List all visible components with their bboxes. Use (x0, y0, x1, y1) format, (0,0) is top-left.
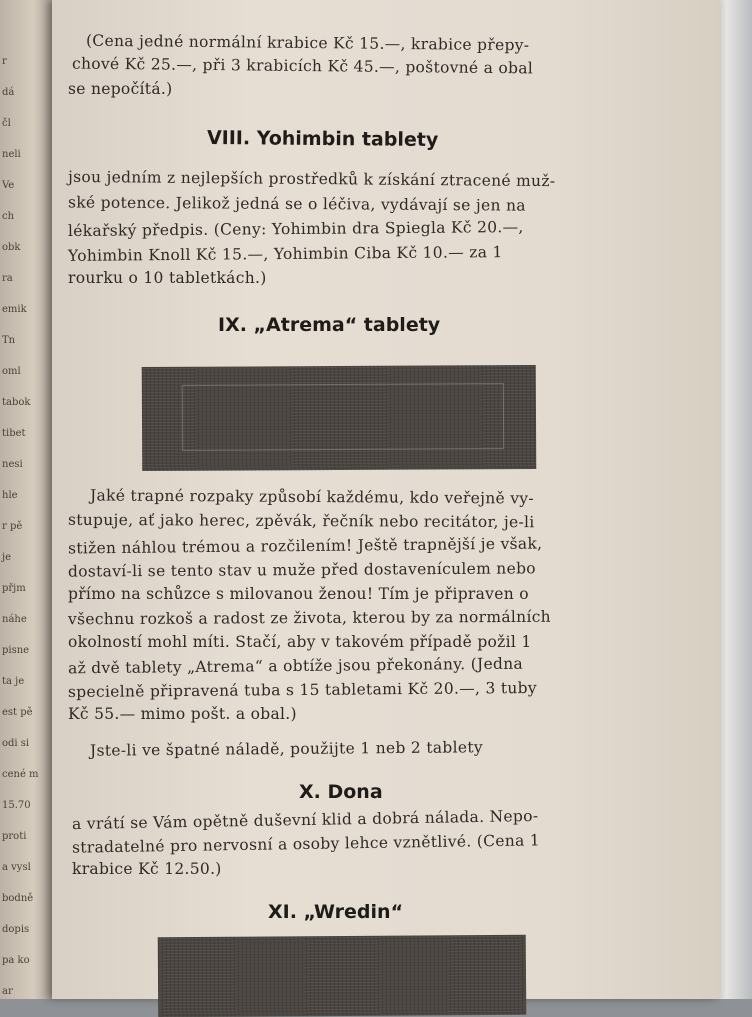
text-line: dostaví-li se tento stav u muže před dostavenículem nebo (67, 559, 536, 581)
left-page-fragment: náhe (2, 614, 27, 625)
section-heading-8: VIII. Yohimbin tablety (206, 126, 439, 152)
book-page (52, 0, 720, 999)
text-line: všechnu rozkoš a radost ze života, kterou by za normálních (67, 607, 551, 629)
left-page-fragment: přjm (2, 583, 26, 594)
left-page-fragment: a vysl (2, 862, 31, 873)
left-page-fragment: ch (2, 211, 15, 222)
left-page-fragment: cené m (2, 769, 39, 780)
left-page-fragment: 15.70 (2, 800, 31, 811)
left-page-fragment: odi si (2, 738, 30, 749)
left-page-fragment: dopis (2, 924, 30, 935)
text-line: stižen náhlou trémou a rozčilením! Ještě trapnější je však, (67, 534, 543, 558)
left-page-fragment: est pě (2, 707, 33, 718)
left-page-fragment: tabok (2, 397, 31, 408)
left-page-fragment: pa ko (2, 955, 30, 966)
left-page-fragment: obk (2, 242, 21, 253)
left-page-fragment: ra (2, 273, 13, 284)
text-line: (Cena jedné normální krabice Kč 15.—, krabice přepy- (85, 31, 530, 55)
text-line: chové Kč 25.—, při 3 krabicích Kč 45.—, poštovné a obal (71, 54, 534, 78)
left-page-fragment: hle (2, 490, 18, 501)
left-page-fragment: pisne (2, 645, 30, 656)
left-page-fragment: čl (2, 118, 11, 129)
left-page-fragment: Tn (2, 335, 16, 346)
section-heading-11: XI. „Wredin“ (268, 901, 404, 923)
left-page-fragment: r pě (2, 521, 23, 532)
previous-page-edge (0, 0, 56, 999)
left-page-fragment: je (2, 552, 12, 563)
section-heading-10: X. Dona (299, 781, 383, 803)
product-image-frame (182, 383, 504, 451)
text-line: ské potence. Jelikož jedná se o léčiva, vydávají se jen na (67, 193, 526, 215)
left-page-fragment: bodně (2, 893, 34, 904)
left-page-fragment: nesi (2, 459, 23, 470)
text-line: se nepočítá.) (68, 80, 173, 98)
left-page-fragment: r (2, 56, 7, 67)
left-page-fragment: tibet (2, 428, 26, 439)
left-page-fragment: oml (2, 366, 21, 377)
left-page-fragment: proti (2, 831, 27, 842)
text-line: jsou jedním z nejlepších prostředků k získání ztracené muž- (67, 167, 556, 191)
text-line: a vrátí se Vám opětně duševní klid a dobrá nálada. Nepo- (71, 806, 539, 834)
text-line: Jste-li ve špatné náladě, použijte 1 neb 2 tablety (89, 738, 483, 760)
section-heading-9: IX. „Atrema“ tablety (218, 314, 441, 336)
text-line: až dvě tablety „Atrema“ a obtíže jsou překonány. (Jedna (67, 654, 524, 678)
left-page-fragment: Ve (2, 180, 15, 191)
left-page-fragment: dá (2, 87, 15, 98)
text-line: přímo na schůzce s milovanou ženou! Tím je připraven o (68, 585, 529, 603)
text-line: lékařský předpis. (Ceny: Yohimbin dra Spiegla Kč 20.—, (67, 218, 524, 240)
left-page-fragment: emik (2, 304, 27, 315)
text-line: Jaké trapné rozpaky způsobí každému, kdo veřejně vy- (89, 486, 534, 508)
text-line: okolností mohl míti. Stačí, aby v takovém případě požil 1 (68, 633, 532, 651)
left-page-fragment: ta je (2, 676, 25, 687)
product-image (158, 935, 527, 1017)
text-line: Yohimbin Knoll Kč 15.—, Yohimbin Ciba Kč 10.— za 1 (67, 243, 503, 265)
product-image (142, 365, 537, 471)
left-page-fragment: neli (2, 149, 21, 160)
text-line: specielně připravená tuba s 15 tabletami Kč 20.—, 3 tuby (67, 678, 537, 702)
left-page-fragment: ar (2, 986, 13, 997)
text-line: rourku o 10 tabletkách.) (68, 269, 267, 287)
text-line: stupuje, ať jako herec, zpěvák, řečník nebo recitátor, je-li (67, 510, 535, 532)
text-line: stradatelné pro nervosní a osoby lehce vznětlivé. (Cena 1 (71, 831, 541, 857)
text-line: krabice Kč 12.50.) (72, 860, 222, 878)
text-line: Kč 55.— mimo pošt. a obal.) (68, 705, 297, 723)
